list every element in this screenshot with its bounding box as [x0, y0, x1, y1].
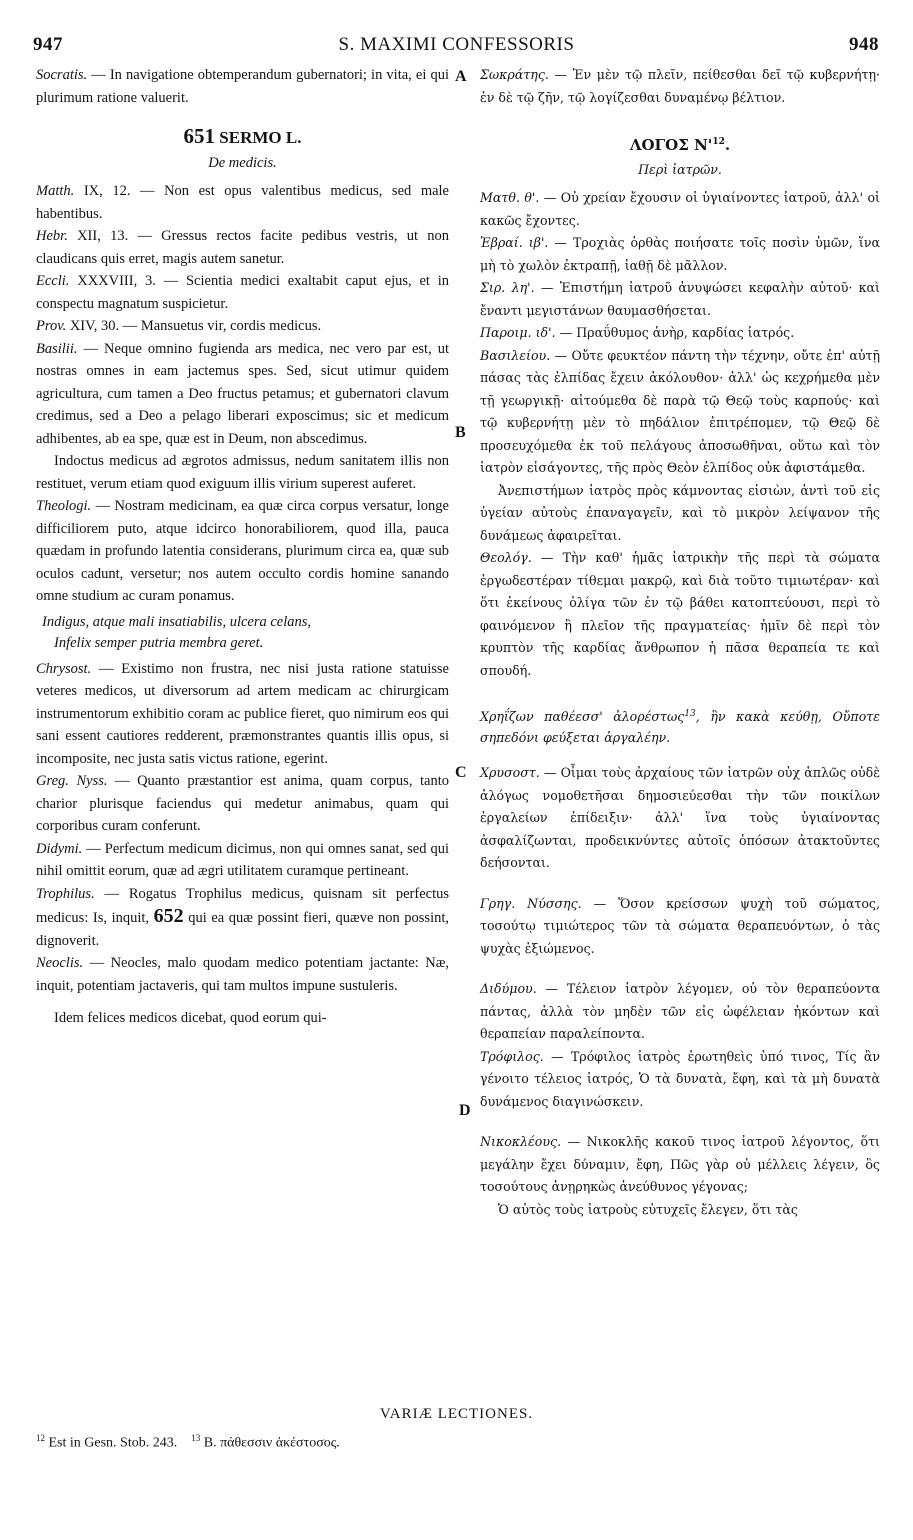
greek-paragraph: Θεολόγ. — Τὴν καθ' ἡμᾶς ἰατρικὴν τῆς περὶ τὰ σώματα ἐργωδεστέραν τίθεμαι μακρῷ, καὶ διὰ τοῦτο τιμιωτέραν· καὶ ὅτι ἐκείνους ὀλίγα τῶν ἐν τῷ βάθει κατοπτεύουσι, περὶ τὸ φαινόμενον ἢ πλεῖον τῆς πραγματείας· ἡμῖν δὲ περὶ τὸν κρυπτὸν τῆς καρδίας ἄνθρωπον ἡ πᾶσα θεραπεία τε καὶ σπουδή.: [480, 550, 880, 678]
greek-column: [480, 64, 880, 1221]
greek-paragraph: Διδύμου. — Τέλειον ἰατρὸν λέγομεν, οὐ τὸν θεραπεύοντα πάντας, ἀλλὰ τὸν μηδὲν τῶν εἰς ὠφέλειαν ἡκόντων καὶ θεραπείαν παραλείποντα.: [480, 981, 880, 1042]
greek-paragraph: Ματθ. θ'. — Οὐ χρείαν ἔχουσιν οἱ ὑγιαίνοντες ἰατροῦ, ἀλλ' οἱ κακῶς ἔχοντες.: [480, 190, 880, 228]
latin-paragraph: Theologi. — Nostram medicinam, ea quæ circa corpus versatur, longe difficiliorem puto, atque idcirco honorabiliorem, quod illa, pauca quædam in profundo latentia considerans, plurimum circa ea, quæ sub oculos cadunt, versetur; nos autem occulto cordis homine sanando omne studium ac curam ponamus.: [36, 498, 449, 604]
latin-paragraph: Greg. Nyss. — Quanto præstantior est anima, quam corpus, tanto charior plurisque faciendus qui medetur animabus, quam qui corporibus curam conferunt.: [36, 773, 449, 834]
footnotes: $^{12}$ Est in Gesn. Stob. 243. $^{13}$ B. πάθεσσιν ἀκέστοσος.: [36, 1433, 340, 1451]
running-title: S. MAXIMI CONFESSORIS: [338, 34, 575, 55]
footnote-13: B. πάθεσσιν ἀκέστοσος.: [203, 1435, 340, 1451]
latin-paragraph: Neoclis. — Neocles, malo quodam medico potentiam jactante: Næ, inquit, potentiam jactaveris, qui tam multos impune sustuleris.: [36, 955, 449, 994]
sermo-heading: [36, 125, 449, 150]
margin-letter-d: D: [459, 1102, 471, 1119]
margin-letter-c: C: [455, 764, 467, 781]
latin-verse: Indigus, atque mali insatiabilis, ulcera celans, Infelix semper putria membra geret.: [42, 613, 312, 651]
greek-paragraph: Παροιμ. ιδ'. — Πραΰθυμος ἀνὴρ, καρδίας ἰατρός.: [480, 325, 795, 340]
greek-paragraph: Βασιλείου. — Οὔτε φευκτέον πάντη τὴν τέχνην, οὔτε ἐπ' αὐτῇ πάσας τὰς ἐλπίδας ἔχειν ἀκόλουθον· ἀλλ' ὡς κεχρήμεθα μὲν τῇ γεωργικῇ· αἰτούμεθα δὲ παρὰ τῷ Θεῷ τοὺς καρπούς· καὶ τῷ κυβερνήτῃ μὲν τὸ πηδάλιον ἐπιτρέπομεν, τῷ Θεῷ δὲ προσευχόμεθα ἐκ τοῦ πελάγους ἀποσωθῆναι, οὕτω καὶ τὸν ἰατρὸν εἰσάγοντες, τῆς πρὸς Θεὸν ἐλπίδος οὐκ ἀφιστάμεθα.: [480, 347, 880, 475]
page-number-right: 948: [849, 34, 879, 55]
greek-paragraph: Σιρ. λη'. — Ἐπιστήμη ἰατροῦ ἀνυψώσει κεφαλὴν αὐτοῦ· καὶ ἔναντι μεγιστάνων θαυμασθήσεται.: [480, 280, 880, 318]
latin-column: [36, 64, 449, 1030]
latin-paragraph: Didymi. — Perfectum medicum dicimus, non qui omnes sanat, sed qui nihil omittit eorum, quæ ad ægri utilitatem curamque pertineant.: [36, 840, 449, 879]
latin-paragraph: Matth. IX, 12. — Non est opus valentibus medicus, sed male habentibus.: [36, 183, 449, 222]
greek-paragraph: Χρυσοστ. — Οἶμαι τοὺς ἀρχαίους τῶν ἰατρῶν οὐχ ἁπλῶς οὐδὲ ἀλόγως νομοθετῆσαι δημοσιεύεσθαι τὴν τῶν ποικίλων ἐργαλείων ἐπίδειξιν· ἀλλ' ἵνα τοὺς ὑγιαίνοντας ἀσφαλίζωνται, προδεικνύντες αὐτοῖς ὁπόσων ἀτακτοῦντες δεήσονται.: [480, 765, 880, 871]
latin-paragraph: Basilii. — Neque omnino fugienda ars medica, nec vero par est, ut nostras omnes in eam jactemus spes. Sed, sicut utimur quidem agricultura, cum tamen a Deo fructus petamus; et gubernatori clavum credimus, sed a Deo a pelago liberari exposcimus; sic et medicum adhibentes, ab ea spe, quæ est in Deum, non abscedimus.: [36, 340, 449, 447]
margin-letter-b: B: [455, 424, 466, 441]
latin-paragraph: Idem felices medicos dicebat, quod eorum qui-: [54, 1010, 327, 1026]
footnote-12: Est in Gesn. Stob. 243.: [48, 1435, 178, 1451]
greek-paragraph: Γρηγ. Νύσσης. — Ὅσον κρείσσων ψυχὴ τοῦ σώματος, τοσούτῳ τιμιώτερος τῶν τὰ σώματα θεραπευόντων, ὁ τὰς ψυχὰς ἐξιώμενος.: [480, 895, 880, 956]
latin-paragraph: Prov. XIV, 30. — Mansuetus vir, cordis medicus.: [36, 318, 322, 334]
latin-paragraph: Indoctus medicus ad ægrotos admissus, nedum sanitatem illis non restituet, verum etiam quod exiguum illis virium superest auferet.: [36, 453, 449, 492]
greek-paragraph: Ἀνεπιστήμων ἰατρὸς πρὸς κάμνοντας εἰσιὼν, ἀντὶ τοῦ εἰς ὑγείαν αὐτοὺς ἐπαναγαγεῖν, καὶ τὸ μικρὸν λείψανον τῆς δυνάμεως ἀφαιρεῖται.: [480, 482, 880, 543]
sermo-title: SERMO L.: [219, 128, 302, 147]
latin-paragraph: Eccli. XXXVIII, 3. — Scientia medici exaltabit caput ejus, et in conspectu magnatum suspicietur.: [36, 273, 449, 312]
logos-heading: ΛΟΓΟΣ $N'^{12}$.: [629, 136, 731, 154]
greek-paragraph: Νικοκλέους. — Νικοκλῆς κακοῦ τινος ἰατροῦ λέγοντος, ὅτι μεγάλην ἔχει δύναμιν, ἔφη, Πῶς γὰρ οὐ μέλλεις λέγειν, ὃς τοσούτους ἀνῃρηκὼς ἀνεύθυνος γέγονας;: [480, 1134, 880, 1195]
page-number-left: 947: [33, 34, 63, 55]
margin-letter-a: A: [455, 68, 467, 85]
latin-paragraph: Chrysost. — Existimo non frustra, nec nisi justa ratione statuisse veteres medicos, ut diversorum ad artem medicam ac chirurgicam instrumentorum exhibitio coram ac publice fieret, quo nimirum eos qui sani essent cautiores redderent, præmonstrantes quantis illis opus, si incomposite, nec justa satis victus ratione, egerint.: [36, 660, 449, 767]
logos-subtitle: Περὶ ἰατρῶν.: [638, 161, 722, 177]
greek-paragraph: Τρόφιλος. — Τρόφιλος ἰατρὸς ἐρωτηθεὶς ὑπό τινος, Τίς ἂν γένοιτο τέλειος ἰατρός, Ὁ τὰ δυνατὰ, ἔφη, καὶ τὰ μὴ δυνατὰ δυνάμενος διαγινώσκειν.: [480, 1048, 880, 1109]
latin-intro: Socratis. — In navigatione obtemperandum gubernatori; in vita, ei qui plurimum ratione valuerit.: [36, 67, 449, 106]
greek-paragraph: Ὁ αὐτὸς τοὺς ἰατροὺς εὐτυχεῖς ἔλεγεν, ὅτι τὰς: [498, 1201, 798, 1217]
variae-lectiones-title: VARIÆ LECTIONES.: [379, 1406, 534, 1422]
greek-intro: Σωκράτης. — Ἐν μὲν τῷ πλεῖν, πείθεσθαι δεῖ τῷ κυβερνήτῃ· ἐν δὲ τῷ ζῆν, τῷ λογίζεσθαι δυναμένῳ βέλτιον.: [480, 67, 880, 105]
latin-paragraph: Trophilus. — Rogatus Trophilus medicus, quisnam sit perfectus medicus: Is, inquit, 652 qui ea quæ possint fieri, quæve non possint, dignoverit.: [36, 885, 449, 949]
latin-paragraph: Hebr. XII, 13. — Gressus rectos facite pedibus vestris, ut non claudicans quis erret, magis autem sanetur.: [36, 228, 449, 267]
sermo-number: 651: [183, 124, 216, 148]
greek-verse: Χρηΐζων παθέεσσ' ἀλορέστως$^{13}$, ἣν κακὰ κεύθῃ, Οὔποτε σηπεδόνι φεύξεται ἀργαλέην.: [480, 709, 881, 746]
column-number: 652: [153, 905, 184, 927]
greek-paragraph: Ἑβραί. ιβ'. — Τροχιὰς ὀρθὰς ποιήσατε τοῖς ποσὶν ὑμῶν, ἵνα μὴ τὸ χωλὸν ἐκτραπῇ, ἰαθῇ δὲ μᾶλλον.: [480, 235, 880, 273]
sermo-subtitle: De medicis.: [208, 154, 277, 171]
